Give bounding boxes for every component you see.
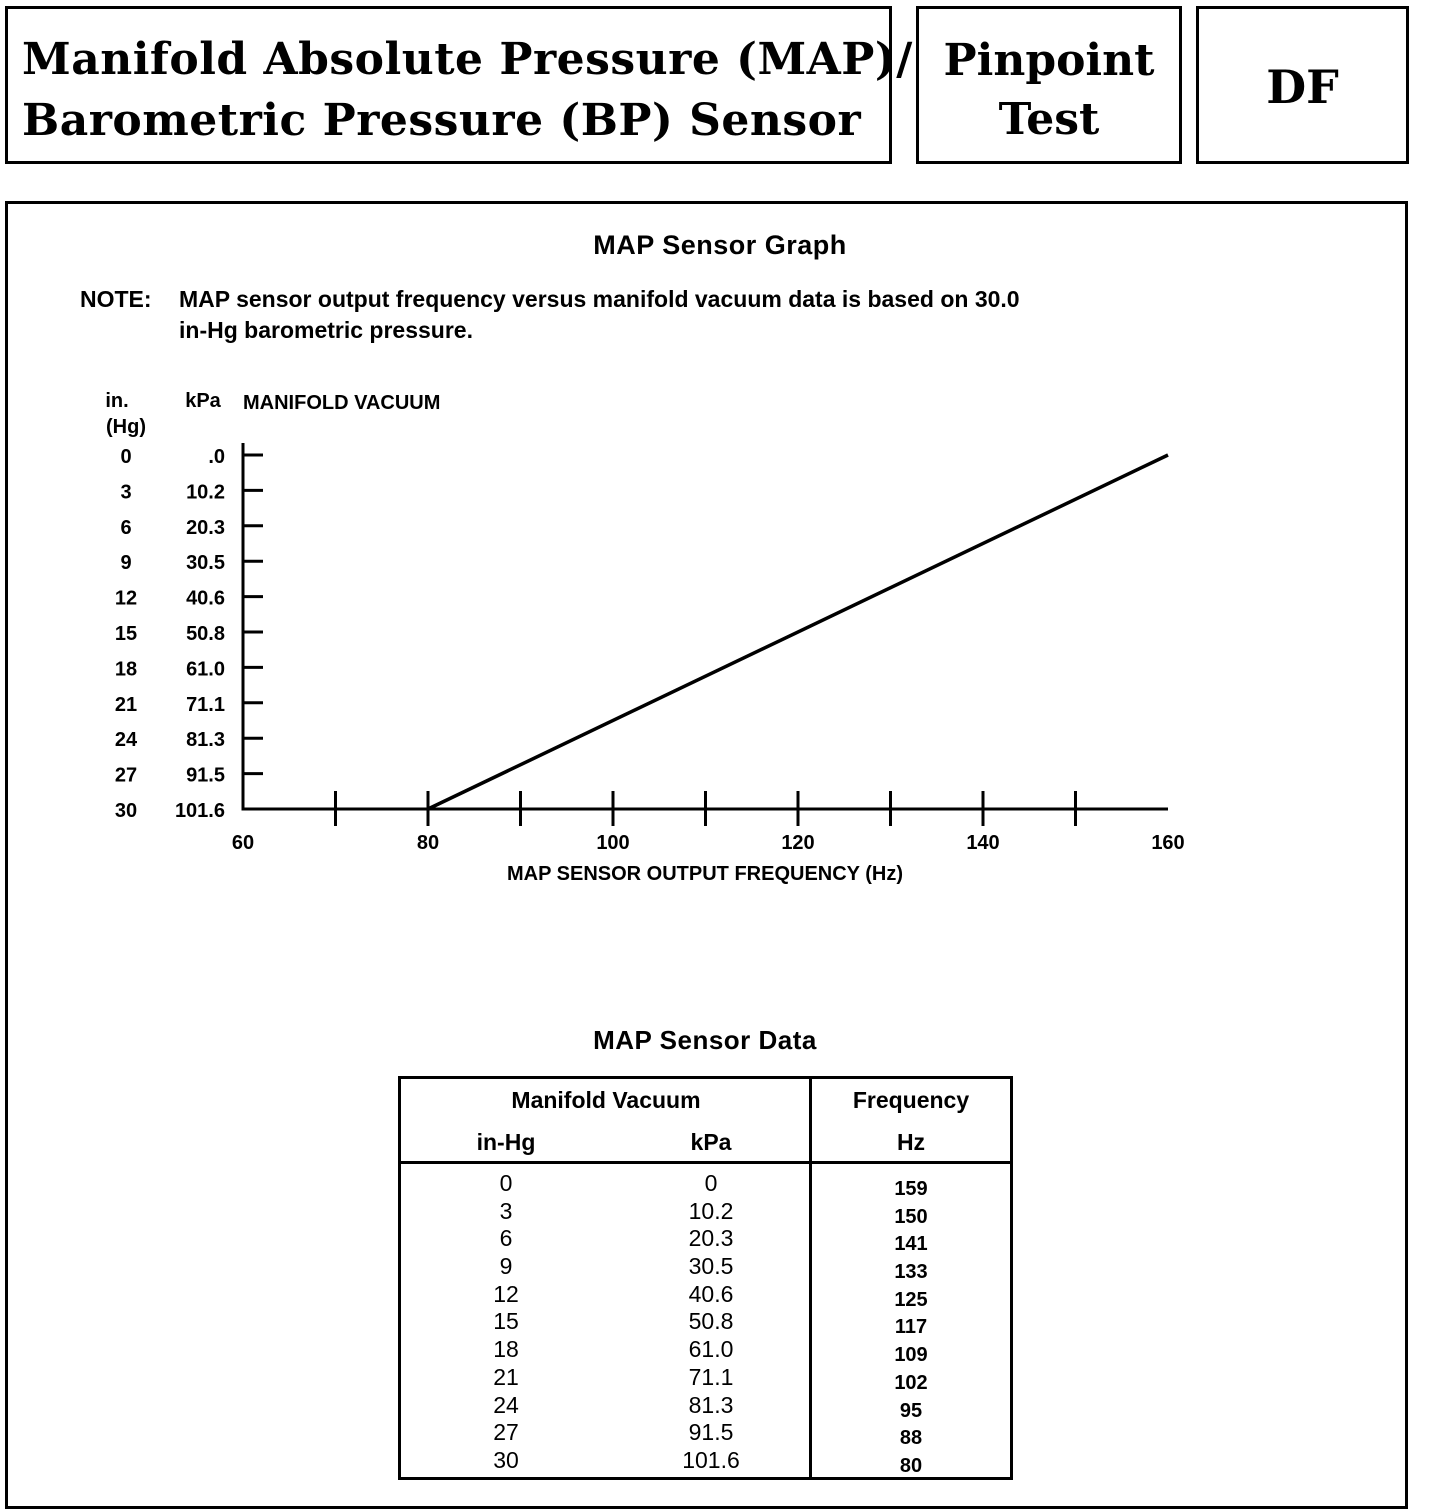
cell-inhg: 21 [493, 1363, 519, 1390]
cell-hz: 150 [894, 1205, 928, 1228]
table-row [401, 1419, 1010, 1450]
header-hz: Hz [896, 1129, 926, 1155]
note-line-2: in-Hg barometric pressure. [179, 317, 473, 343]
cell-kpa: 91.5 [688, 1419, 734, 1446]
header-manifold-vacuum: Manifold Vacuum [511, 1087, 701, 1113]
y-tick-label-kpa: 10.2 [186, 481, 225, 504]
y-tick-label-inhg: 0 [120, 446, 132, 468]
header-kpa: kPa [690, 1129, 732, 1155]
cell-kpa: 50.8 [688, 1308, 734, 1335]
y-tick-label-inhg: 12 [114, 587, 138, 610]
cell-inhg: 30 [493, 1446, 519, 1473]
test-type-line-2: Test [998, 94, 1100, 145]
cell-kpa: 71.1 [688, 1363, 734, 1390]
y-tick-label-kpa: 50.8 [186, 623, 225, 645]
x-tick-label: 100 [596, 832, 630, 854]
y-tick-label-inhg: 15 [114, 623, 138, 645]
y-tick-label-kpa: 91.5 [186, 764, 225, 787]
cell-hz: 102 [894, 1371, 928, 1394]
table-divider-horizontal [401, 1161, 1010, 1164]
note-label: NOTE: [80, 286, 152, 312]
series-line [428, 455, 1168, 809]
table-row [401, 1336, 1010, 1367]
table-body [401, 1170, 1010, 1475]
cell-hz: 133 [894, 1261, 928, 1284]
cell-inhg: 3 [499, 1197, 513, 1224]
cell-hz: 95 [899, 1399, 923, 1422]
y-tick-label-inhg: 18 [114, 658, 138, 681]
cell-hz: 117 [894, 1316, 928, 1339]
y-ticks [115, 446, 263, 822]
title-line-2: Barometric Pressure (BP) Sensor [22, 95, 862, 146]
chart-axes [243, 443, 1168, 811]
table-row [401, 1447, 1010, 1475]
y-tick-label-inhg: 9 [120, 552, 132, 575]
table-row [401, 1170, 1010, 1198]
cell-kpa: 40.6 [688, 1280, 734, 1307]
cell-kpa: 10.2 [688, 1197, 734, 1224]
cell-hz: 141 [894, 1233, 928, 1256]
cell-hz: 109 [894, 1344, 928, 1367]
y-tick-label-inhg: 6 [120, 516, 132, 539]
table-row [401, 1364, 1010, 1392]
x-ticks [232, 791, 1185, 854]
y-tick-label-kpa: 20.3 [186, 516, 225, 539]
x-tick-label: 160 [1151, 832, 1185, 854]
cell-inhg: 6 [499, 1225, 513, 1252]
test-type-line-1: Pinpoint [943, 35, 1155, 86]
x-tick-label: 60 [231, 832, 255, 854]
x-tick-label: 80 [416, 832, 440, 854]
cell-inhg: 12 [493, 1280, 519, 1307]
cell-kpa: 20.3 [688, 1225, 734, 1252]
y-tick-label-kpa: 71.1 [186, 693, 225, 716]
y-unit-inhg-line1: in. [105, 390, 129, 412]
chart-series [428, 455, 1168, 809]
x-tick-label: 140 [966, 832, 1000, 854]
cell-inhg: 9 [499, 1253, 513, 1280]
y-tick-label-kpa: 40.6 [186, 587, 225, 610]
table-row [401, 1198, 1010, 1226]
table-row [401, 1253, 1010, 1284]
cell-kpa: 101.6 [682, 1446, 740, 1473]
y-unit-inhg-line2: (Hg) [106, 416, 146, 438]
cell-hz: 88 [899, 1427, 923, 1450]
cell-kpa: 0 [704, 1170, 718, 1196]
map-sensor-data-table [398, 1076, 1013, 1480]
cell-kpa: 81.3 [688, 1391, 734, 1418]
cell-hz: 159 [894, 1178, 928, 1200]
graph-title: MAP Sensor Graph [593, 230, 847, 260]
cell-kpa: 61.0 [688, 1336, 734, 1363]
y-tick-label-inhg: 27 [114, 764, 138, 787]
table-row [401, 1225, 1010, 1256]
cell-inhg: 15 [493, 1308, 519, 1335]
y-unit-kpa: kPa [185, 390, 221, 412]
y-axis-title: MANIFOLD VACUUM [243, 392, 441, 414]
title-line-1: Manifold Absolute Pressure (MAP)/ [22, 34, 913, 85]
cell-inhg: 0 [499, 1170, 513, 1196]
cell-hz: 125 [894, 1288, 928, 1311]
note-line-1: MAP sensor output frequency versus manifold vacuum data is based on 30.0 [179, 286, 1020, 312]
cell-kpa: 30.5 [688, 1253, 734, 1280]
y-tick-label-inhg: 30 [114, 800, 138, 822]
test-code: DF [1266, 60, 1339, 114]
table-row [401, 1308, 1010, 1339]
x-axis-title: MAP SENSOR OUTPUT FREQUENCY (Hz) [507, 863, 903, 885]
y-tick-label-kpa: 30.5 [186, 552, 225, 575]
cell-inhg: 18 [493, 1336, 519, 1363]
cell-inhg: 24 [493, 1391, 519, 1418]
y-tick-label-kpa: 101.6 [174, 800, 225, 822]
y-tick-label-inhg: 21 [114, 693, 138, 716]
x-tick-label: 120 [781, 832, 815, 854]
y-tick-label-inhg: 3 [120, 481, 132, 504]
table-row [401, 1281, 1010, 1309]
y-tick-label-kpa: .0 [208, 446, 225, 468]
y-tick-label-kpa: 61.0 [186, 658, 225, 681]
header-frequency: Frequency [852, 1087, 970, 1113]
table-row [401, 1392, 1010, 1420]
cell-hz: 80 [899, 1454, 923, 1477]
table-title: MAP Sensor Data [593, 1025, 817, 1055]
header-inhg: in-Hg [476, 1129, 536, 1155]
y-tick-label-kpa: 81.3 [186, 729, 225, 752]
y-tick-label-inhg: 24 [114, 729, 138, 752]
cell-inhg: 27 [493, 1419, 519, 1446]
